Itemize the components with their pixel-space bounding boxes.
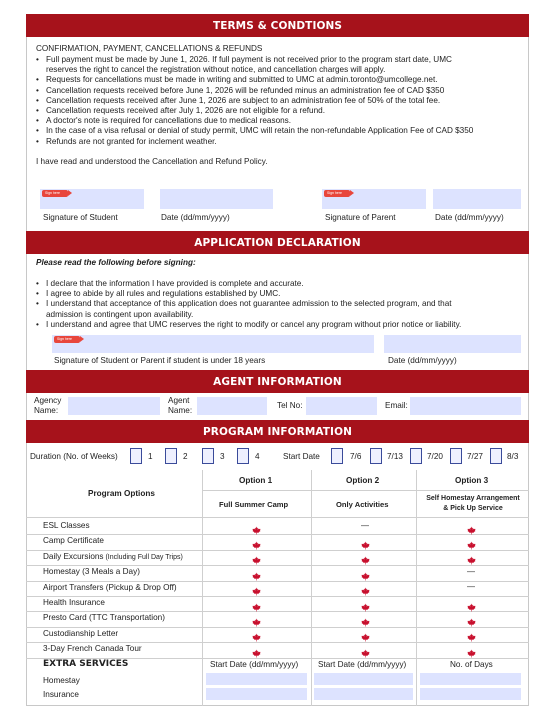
declaration-date-field[interactable] — [384, 335, 521, 353]
maple-leaf-icon — [361, 537, 370, 546]
program-row-label: Health Insurance — [43, 598, 105, 607]
declaration-bullet: • I understand that acceptance of this application does not guarantee admission to the selected program, and that — [36, 299, 461, 309]
week-checkbox[interactable] — [130, 448, 142, 464]
not-included-dash: — — [467, 582, 475, 592]
maple-leaf-icon — [361, 645, 370, 654]
extra-col-header: Start Date (dd/mm/yyyy) — [318, 660, 407, 669]
program-row-label: Daily Excursions (Including Full Day Trips) — [43, 551, 183, 561]
tel-field[interactable] — [306, 397, 377, 415]
maple-leaf-icon — [252, 537, 261, 546]
insurance-days-field[interactable] — [420, 688, 521, 700]
terms-bullet: • Requests for cancellations must be made in writing and submitted to UMC at admin.toronto@umcollege.net. — [36, 75, 473, 85]
maple-leaf-icon — [252, 568, 261, 577]
agency-name-label: Agency Name: — [34, 396, 62, 415]
declaration-bullet: • I agree to abide by all rules and regulations established by UMC. — [36, 289, 461, 299]
option1-desc: Full Summer Camp — [219, 500, 289, 509]
week-checkbox[interactable] — [202, 448, 214, 464]
terms-title: TERMS & CONDTIONS — [26, 14, 529, 37]
maple-leaf-icon — [361, 552, 370, 561]
maple-leaf-icon — [467, 614, 476, 623]
terms-bullets — [36, 55, 473, 147]
start-date-label: Start Date — [283, 452, 320, 461]
table-divider — [26, 517, 529, 518]
declaration-intro: Please read the following before signing: — [36, 258, 196, 267]
parent-date-field[interactable] — [433, 189, 521, 209]
option3-desc: Self Homestay Arrangement & Pick Up Service — [426, 495, 520, 512]
terms-bullet: • In the case of a visa refusal or denial of study permit, UMC will retain the non-refundable Application Fee of CAD $350 — [36, 126, 473, 136]
maple-leaf-icon — [361, 599, 370, 608]
maple-leaf-icon — [467, 522, 476, 531]
not-included-dash: — — [467, 566, 475, 576]
start-date-option: 7/20 — [427, 452, 443, 461]
declaration-bullet: • I understand and agree that UMC reserves the right to modify or cancel any program without prior notice or liability. — [36, 320, 461, 330]
student-date-field[interactable] — [160, 189, 273, 209]
table-row-divider — [26, 611, 529, 612]
program-row-label: ESL Classes — [43, 521, 90, 530]
table-divider — [203, 490, 529, 491]
start-date-option: 7/27 — [467, 452, 483, 461]
week-label: 2 — [183, 452, 188, 461]
program-row-label: Camp Certificate — [43, 536, 104, 546]
week-checkbox[interactable] — [237, 448, 249, 464]
date-label: Date (dd/mm/yyyy) — [161, 213, 230, 222]
maple-leaf-icon — [252, 614, 261, 623]
option3-header: Option 3 — [455, 476, 489, 485]
email-label: Email: — [385, 401, 408, 410]
declaration-signature-label: Signature of Student or Parent if student is under 18 years — [54, 356, 266, 365]
terms-bullet: • Refunds are not granted for inclement weather. — [36, 137, 473, 147]
maple-leaf-icon — [467, 537, 476, 546]
date-label: Date (dd/mm/yyyy) — [435, 213, 504, 222]
maple-leaf-icon — [467, 629, 476, 638]
sign-here-tag: Sign here — [42, 190, 68, 197]
agent-name-field[interactable] — [197, 397, 267, 415]
maple-leaf-icon — [361, 629, 370, 638]
maple-leaf-icon — [361, 568, 370, 577]
week-checkbox[interactable] — [165, 448, 177, 464]
student-signature-label: Signature of Student — [43, 213, 118, 222]
declaration-title: APPLICATION DECLARATION — [26, 231, 529, 254]
tel-label: Tel No: — [277, 401, 303, 410]
week-label: 3 — [220, 452, 225, 461]
program-options-header: Program Options — [88, 489, 155, 498]
week-label: 4 — [255, 452, 260, 461]
program-row-label: Custodianship Letter — [43, 628, 119, 638]
option2-desc: Only Activities — [336, 500, 389, 509]
start-date-checkbox[interactable] — [370, 448, 382, 464]
terms-heading: CONFIRMATION, PAYMENT, CANCELLATIONS & REFUNDS — [36, 44, 263, 53]
table-row-divider — [26, 581, 529, 582]
start-date-option: 7/6 — [350, 452, 362, 461]
week-label: 1 — [148, 452, 153, 461]
maple-leaf-icon — [361, 614, 370, 623]
maple-leaf-icon — [252, 552, 261, 561]
terms-bullet: • Cancellation requests received after June 1, 2026 are subject to an administration fee of 50% of the total fee. — [36, 96, 473, 106]
maple-leaf-icon — [361, 583, 370, 592]
declaration-date-label: Date (dd/mm/yyyy) — [388, 356, 457, 365]
maple-leaf-icon — [252, 599, 261, 608]
email-field[interactable] — [410, 397, 521, 415]
start-date-checkbox[interactable] — [490, 448, 502, 464]
extra-row-label: Homestay — [43, 676, 80, 685]
extra-col-header: No. of Days — [450, 660, 493, 669]
declaration-bullet-cont: • admission is contingent upon availability. — [36, 310, 461, 320]
maple-leaf-icon — [252, 522, 261, 531]
table-row-divider — [26, 642, 529, 643]
extra-col-header: Start Date (dd/mm/yyyy) — [210, 660, 299, 669]
agency-name-field[interactable] — [68, 397, 160, 415]
start-date-checkbox[interactable] — [331, 448, 343, 464]
program-row-sublabel: (Including Full Day Trips) — [103, 553, 183, 561]
table-row-divider — [26, 627, 529, 628]
maple-leaf-icon — [467, 552, 476, 561]
terms-bullet: • Cancellation requests received after July 1, 2026 are not eligible for a refund. — [36, 106, 473, 116]
maple-leaf-icon — [252, 645, 261, 654]
start-date-option: 8/3 — [507, 452, 519, 461]
declaration-bullets — [36, 279, 461, 330]
homestay-start-date-field-2[interactable] — [314, 673, 413, 685]
extra-row-label: Insurance — [43, 690, 79, 699]
extra-services-title: EXTRA SERVICES — [43, 659, 129, 669]
start-date-option: 7/13 — [387, 452, 403, 461]
option1-header: Option 1 — [239, 476, 273, 485]
table-row-divider — [26, 565, 529, 566]
duration-label: Duration (No. of Weeks) — [30, 452, 118, 461]
insurance-start-date-field[interactable] — [206, 688, 307, 700]
maple-leaf-icon — [467, 599, 476, 608]
parent-signature-label: Signature of Parent — [325, 213, 396, 222]
program-row-label: Airport Transfers (Pickup & Drop Off) — [43, 582, 177, 592]
start-date-checkbox[interactable] — [450, 448, 462, 464]
declaration-signature-field[interactable] — [52, 335, 374, 353]
table-row-divider — [26, 596, 529, 597]
not-included-dash: — — [361, 520, 369, 530]
declaration-bullet: • I declare that the information I have provided is complete and accurate. — [36, 279, 461, 289]
sign-here-tag: Sign here — [54, 336, 80, 343]
table-divider — [202, 470, 203, 706]
start-date-checkbox[interactable] — [410, 448, 422, 464]
maple-leaf-icon — [467, 645, 476, 654]
program-row-label: 3-Day French Canada Tour — [43, 644, 142, 654]
program-title: PROGRAM INFORMATION — [26, 420, 529, 443]
agent-title: AGENT INFORMATION — [26, 370, 529, 393]
program-row-label: Homestay (3 Meals a Day) — [43, 567, 140, 577]
terms-ack: I have read and understood the Cancellation and Refund Policy. — [36, 157, 268, 166]
maple-leaf-icon — [252, 629, 261, 638]
program-row-label: Presto Card (TTC Transportation) — [43, 613, 165, 623]
sign-here-tag: Sign here — [324, 190, 350, 197]
terms-bullet: • Full payment must be made by June 1, 2026. If full payment is not received prior to the program start date, UMC — [36, 55, 473, 65]
insurance-start-date-field-2[interactable] — [314, 688, 413, 700]
homestay-start-date-field[interactable] — [206, 673, 307, 685]
table-divider — [311, 470, 312, 706]
table-row-divider — [26, 534, 529, 535]
option2-header: Option 2 — [346, 476, 380, 485]
agent-name-label: Agent Name: — [168, 396, 193, 415]
homestay-days-field[interactable] — [420, 673, 521, 685]
table-divider — [416, 470, 417, 706]
table-row-divider — [26, 550, 529, 551]
terms-bullet: • A doctor's note is required for cancellations due to medical reasons. — [36, 116, 473, 126]
maple-leaf-icon — [252, 583, 261, 592]
terms-bullet-cont: • reserves the right to cancel the registration without notice, and cancellation charges will apply. — [36, 65, 473, 75]
terms-bullet: • Cancellation requests received before June 1, 2026 will be refunded minus an administration fee of CAD $350 — [36, 86, 473, 96]
